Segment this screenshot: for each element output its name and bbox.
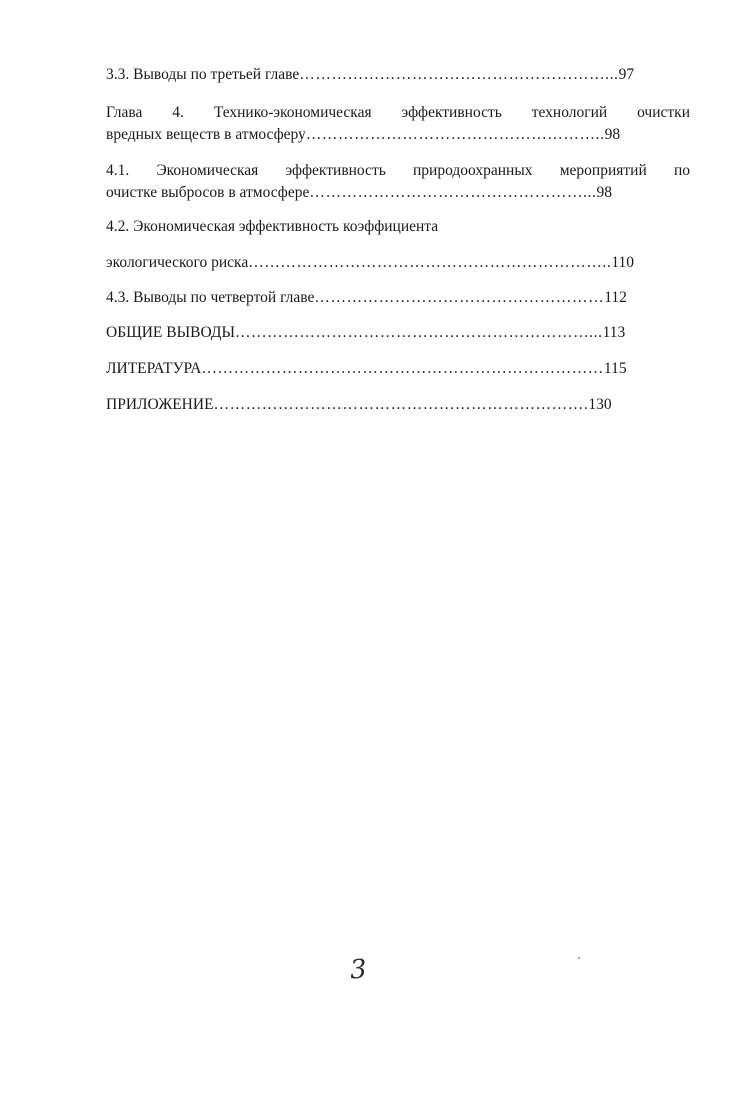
toc-entry-literature [106, 358, 627, 380]
toc-leader-dots: …………………………………………………………... [234, 324, 603, 341]
toc-leader-dots: ………………………………………………………….. [248, 254, 612, 271]
toc-page-number: 98 [604, 126, 621, 143]
toc-entry-title: ЛИТЕРАТУРА [106, 360, 202, 377]
scan-speck [578, 957, 580, 959]
toc-entry-title-line2: очистке выбросов в атмосфере [106, 184, 310, 201]
toc-entry-title: ОБЩИЕ ВЫВОДЫ [106, 324, 235, 341]
toc-page-number: 130 [588, 396, 612, 413]
toc-page-number: 110 [611, 254, 635, 271]
toc-page-number: 113 [602, 324, 626, 341]
toc-entry-general-conclusions [106, 322, 625, 344]
toc-leader-dots: ……………………………………………... [309, 184, 597, 201]
toc-entry-title-line2: вредных веществ в атмосферу [106, 126, 306, 143]
toc-leader-dots: ……………………………………………………………. [213, 396, 589, 413]
toc-entry-4-3 [106, 287, 627, 309]
toc-entry-4-2 [106, 216, 438, 238]
toc-leader-dots: ……………………………………………….. [305, 126, 605, 143]
toc-entry-title-line2: экологического риска [106, 254, 249, 271]
toc-entry-title: 4.3. Выводы по четвертой главе [106, 289, 315, 306]
toc-page-number: 112 [604, 289, 627, 306]
toc-leader-dots: ………………………………………………………………… [201, 360, 604, 377]
toc-entry-4-1 [106, 160, 690, 204]
toc-entry-title: 3.3. Выводы по третьей главе [106, 66, 300, 83]
toc-entry-title: ПРИЛОЖЕНИЕ [106, 396, 214, 413]
toc-entry-3-3 [106, 64, 634, 86]
toc-page-number: 97 [618, 66, 635, 83]
toc-entry-4-2-continued [106, 252, 634, 274]
toc-entry-title-line1: 4.1. Экономическая эффективность природоохранных мероприятий по [106, 162, 690, 179]
toc-entry-title-line1: Глава 4. Технико-экономическая эффективность технологий очистки [106, 104, 690, 121]
toc-page-number: 115 [603, 360, 627, 377]
toc-leader-dots: …………………………………………………... [299, 66, 619, 83]
toc-entry-appendix [106, 394, 612, 416]
toc-entry-title-line1: 4.2. Экономическая эффективность коэффициента [106, 218, 439, 235]
handwritten-page-number: 3 [348, 954, 368, 986]
toc-page-number: 98 [596, 184, 612, 201]
toc-entry-chapter-4 [106, 102, 690, 146]
toc-leader-dots: ……………………………………………… [314, 289, 605, 306]
